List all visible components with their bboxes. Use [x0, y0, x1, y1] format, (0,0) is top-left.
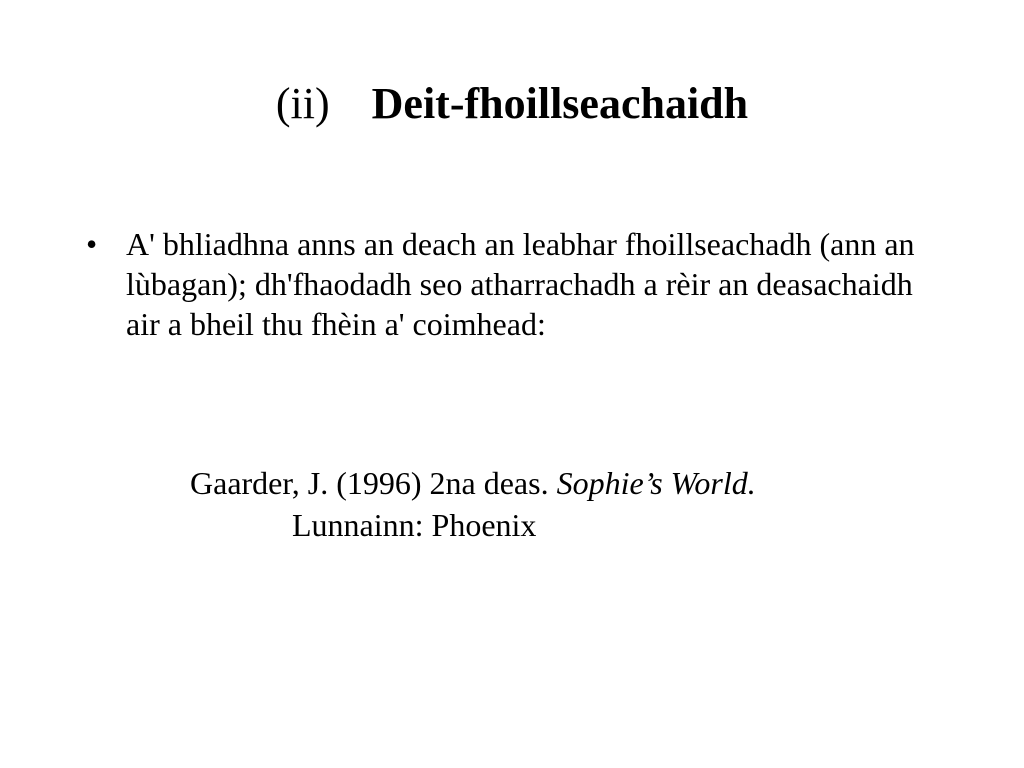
list-item: [86, 224, 946, 344]
bullet-marker: •: [86, 226, 98, 262]
reference-plain-text: Gaarder, J. (1996) 2na deas.: [190, 465, 557, 501]
bullet-text: A' bhliadhna anns an deach an leabhar fhoillseachadh (ann an lùbagan); dh'fhaodadh seo atharrachadh a rèir an deasachaidh air a bheil thu fhèin a' coimhead:: [126, 226, 915, 342]
title-text: Deit-fhoillseachaidh: [371, 79, 749, 128]
slide-title: [0, 74, 1024, 134]
reference-publisher: Lunnainn: Phoenix: [292, 507, 537, 543]
bullet-list: [86, 224, 946, 344]
reference-book-title: Sophie’s World.: [556, 465, 756, 501]
reference-citation: [190, 462, 756, 546]
title-number: (ii): [275, 79, 330, 128]
